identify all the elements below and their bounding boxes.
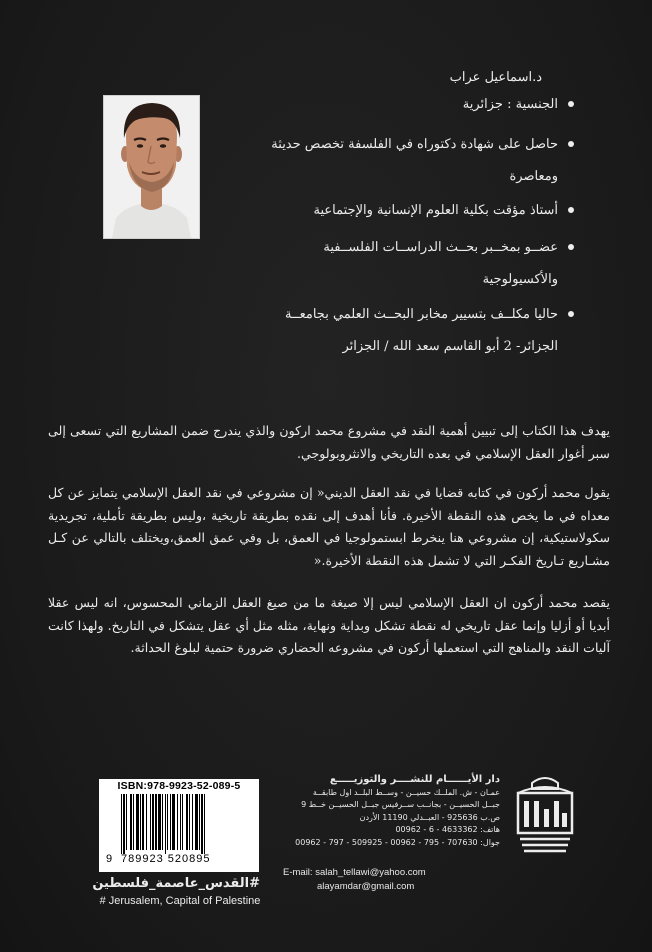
barcode-bar — [186, 794, 188, 850]
barcode-first-digit: 9 — [106, 853, 113, 865]
barcode-bar — [199, 794, 200, 850]
author-photo — [103, 95, 200, 239]
barcode-bar — [195, 794, 198, 850]
barcode-bar — [204, 794, 205, 854]
barcode-bar — [177, 794, 178, 850]
barcode-bar — [133, 794, 134, 850]
bullet-icon — [568, 141, 574, 147]
isbn-label: ISBN:978-9923-52-089-5 — [117, 780, 241, 792]
hashtag-arabic: #القدس_عاصمة_فلسطين — [92, 876, 260, 891]
barcode-bar — [189, 794, 190, 850]
barcode-bar — [126, 794, 127, 850]
barcode-bar — [172, 794, 175, 850]
bio-text: أستاذ مؤقت بكلية العلوم الإنسانية والإجتماعية — [313, 203, 558, 218]
bullet-icon — [568, 311, 574, 317]
barcode-bar — [146, 794, 147, 850]
bio-item — [463, 95, 574, 115]
hashtag-english: # Jerusalem, Capital of Palestine — [99, 895, 261, 907]
email-primary: E-mail: salah_tellawi@yahoo.com — [283, 867, 426, 878]
barcode-bar — [192, 794, 193, 850]
barcode-bar — [140, 794, 141, 850]
barcode-bar — [142, 794, 144, 850]
email-secondary: alayamdar@gmail.com — [317, 881, 415, 892]
bio-item — [313, 201, 574, 221]
barcode-bar — [182, 794, 183, 850]
description-paragraph: يهدف هذا الكتاب إلى تبيين أهمية النقد في مشروع محمد اركون والذي يندرج ضمن المشاريع التي تسعى إلى سبر أغوار العقل الإسلامي في بعده التاريخي والانثروبولوجي. — [48, 423, 610, 461]
publisher-phone: هاتف: 4633362 - 6 - 00962 — [395, 825, 500, 835]
publisher-logo-icon — [510, 773, 580, 859]
bullet-icon — [568, 101, 574, 107]
barcode-bar — [167, 794, 168, 850]
publisher-address-line: عمـان - ش. الملــك حسيــن - وســط البلــد اول طابقــة — [312, 788, 500, 797]
bio-text: الجنسية : جزائرية — [462, 97, 558, 112]
publisher-info — [268, 773, 500, 849]
barcode-bar — [150, 794, 151, 850]
bio-text: حاصل على شهادة دكتوراه في الفلسفة تخصص حديثة — [271, 137, 558, 152]
bio-text-continued: ومعاصرة — [509, 169, 558, 184]
bullet-icon — [568, 207, 574, 213]
barcode-digits: 789923 520895 — [121, 853, 211, 865]
barcode-bar — [155, 794, 157, 850]
publisher-address-line: جبــل الحسيــن - بجانــب ســرفيس جبــل الحسيــن خــط 9 — [301, 800, 500, 810]
barcode-bar — [170, 794, 171, 850]
barcode-bar — [121, 794, 122, 854]
barcode-bar — [162, 794, 163, 850]
publisher-emails — [283, 866, 426, 894]
publisher-name: دار الأيــــــام للنشــــر والتوزيـــــع — [329, 774, 500, 785]
bio-text-continued: والأكسيولوجية — [482, 272, 558, 287]
bio-text-continued: الجزائر- 2 أبو القاسم سعد الله / الجزائر — [342, 339, 558, 354]
bio-item — [228, 305, 574, 357]
publisher-address-line: ص.ب 925636 - العبــدلي 11190 الأردن — [359, 812, 500, 822]
bio-item — [228, 238, 574, 290]
bio-item — [228, 135, 574, 187]
bullet-icon — [568, 244, 574, 250]
barcode-bar — [130, 794, 132, 850]
barcode-bar — [165, 794, 166, 854]
publisher-mobile: جوال: 707630 - 795 - 00962 - 509925 - 797 - 00962 — [295, 837, 500, 847]
isbn-barcode — [99, 779, 259, 872]
author-name: د.اسماعيل عراب — [449, 70, 542, 85]
barcode-bar — [123, 794, 125, 854]
barcode-bars — [121, 794, 247, 854]
barcode-bar — [152, 794, 154, 850]
description-paragraph: يقول محمد أركون في كتابه قضايا في نقد العقل الديني« إن مشروعي في نقد العقل الإسلامي يتمايز عن كل معداه في ما يخص هذه النقطة الأخيرة. فأنا أهدف إلى نقده بطريقة تاريخية ،وليس بطريقة تأملية، تجريدية سكولاستيكية، إن مشروعي هنا ينخرط ابستمولوجيا في العمق، بل وفي عمق العمق،ويختلف بالتالي عن كـل مشـاريع تـاريخ الفكـر التي لا تشمل هذه النقطة الأخيرة.« — [48, 485, 610, 568]
bio-text: عضــو بمخــبر بحــث الدراســات الفلســفية — [323, 240, 558, 255]
barcode-bar — [136, 794, 139, 850]
barcode-bar — [180, 794, 181, 850]
barcode-bar — [158, 794, 161, 850]
description-paragraph: يقصد محمد أركون ان العقل الإسلامي ليس إلا صيغة ما من صيغ العقل الزماني المحسوس، انه ليس عقلا أبديا أو أزليا وإنما عقل تاريخي له نقطة تشكل وبداية ونهاية، مثله مثل أي عقل يتشكل في التاريخ. ولهذا كانت آليات النقد والمناهج التي استعملها أركون في مشروعه الحضاري ضرورة حتمية لبلوغ الحداثة. — [48, 595, 610, 655]
bio-text: حاليا مكلــف بتسيير مخابر البحــث العلمي بجامعــة — [285, 307, 558, 322]
barcode-bar — [201, 794, 203, 854]
